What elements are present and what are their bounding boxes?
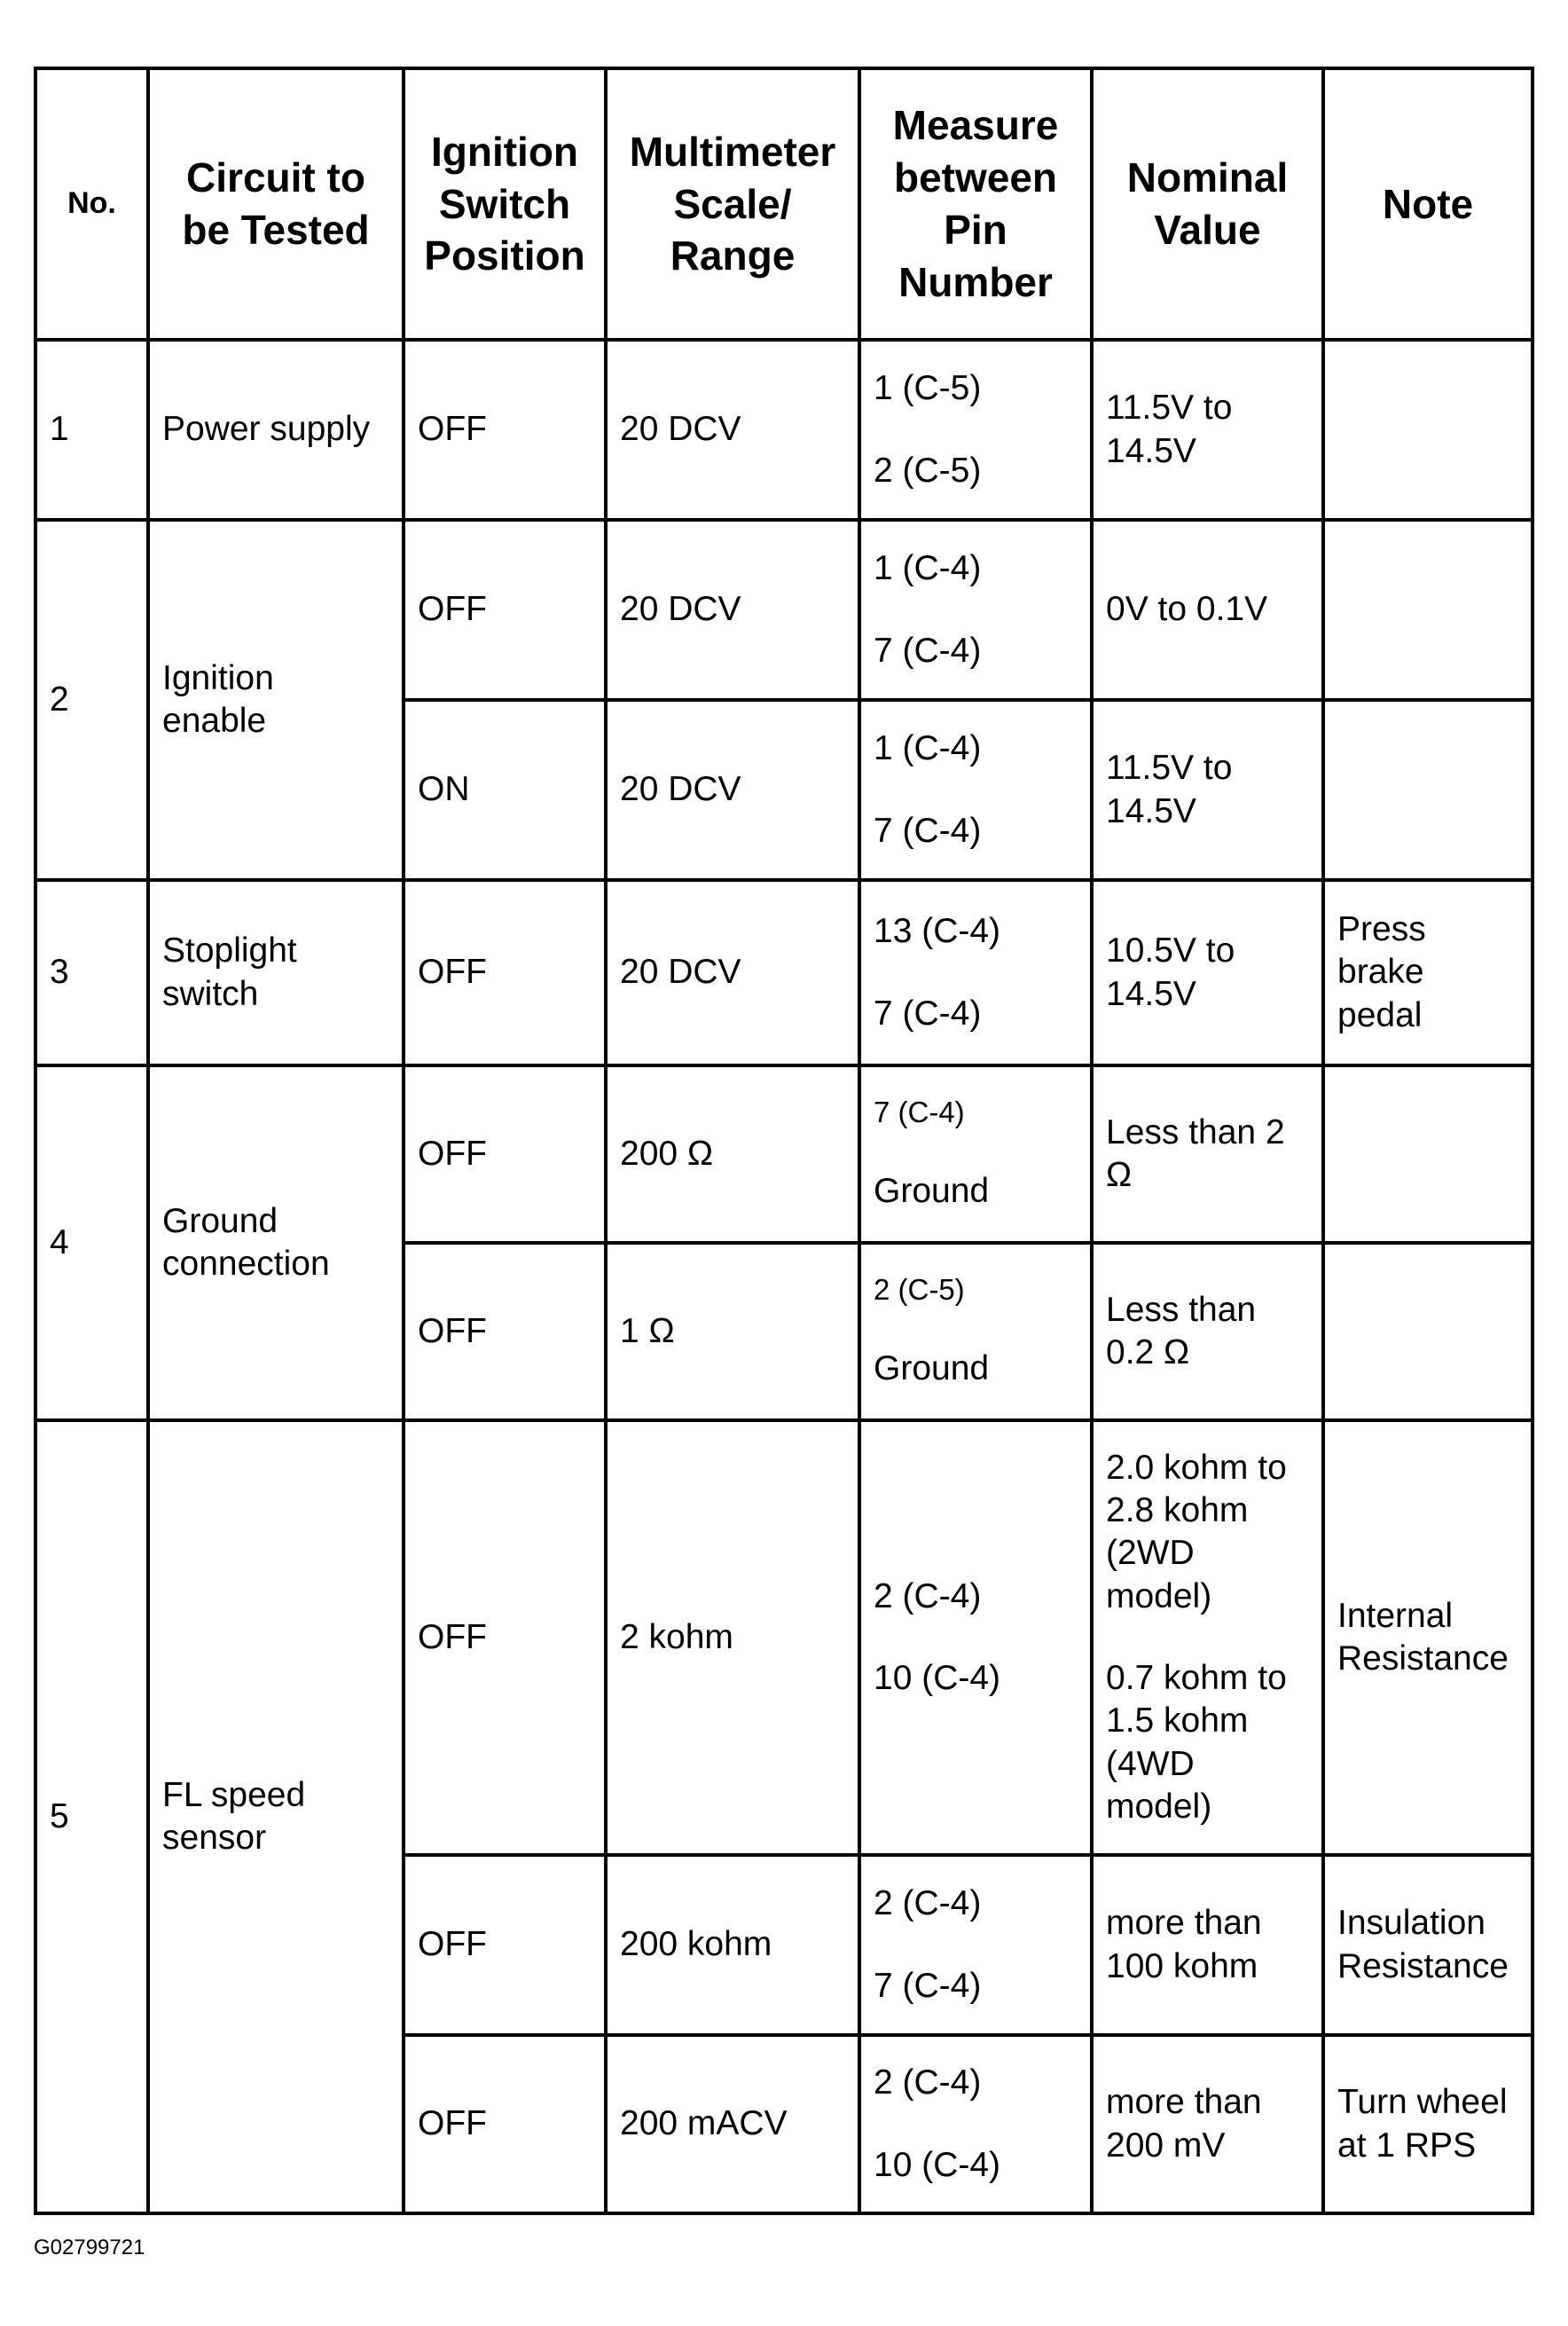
- circuit-name: Ignition enable: [148, 520, 404, 880]
- nominal-value: 2.0 kohm to 2.8 kohm (2WD model) 0.7 kohm to 1.5 kohm (4WD model): [1092, 1420, 1323, 1855]
- row-number: 1: [35, 340, 148, 520]
- nominal-value-alt: 0.7 kohm to 1.5 kohm (4WD model): [1106, 1659, 1287, 1827]
- nominal-value: Less than 0.2 Ω: [1092, 1243, 1323, 1420]
- row-number: 4: [35, 1065, 148, 1420]
- pin-pair: [859, 880, 1092, 1065]
- multimeter-scale: 20 DCV: [606, 520, 859, 700]
- pin-a: 1 (C-4): [874, 549, 982, 588]
- nominal-value: 11.5V to 14.5V: [1092, 700, 1323, 880]
- nominal-value: 11.5V to 14.5V: [1092, 340, 1323, 520]
- pin-a: 1 (C-4): [874, 729, 982, 768]
- ignition-position: OFF: [404, 1420, 606, 1855]
- table-row: [35, 520, 1533, 700]
- note: Press brake pedal: [1323, 880, 1533, 1065]
- header-measure: Measure between Pin Number: [859, 68, 1092, 340]
- multimeter-scale: 2 kohm: [606, 1420, 859, 1855]
- table-row: [35, 1065, 1533, 1243]
- multimeter-scale: 20 DCV: [606, 340, 859, 520]
- nominal-value: 0V to 0.1V: [1092, 520, 1323, 700]
- ignition-position: OFF: [404, 2035, 606, 2213]
- ignition-position: OFF: [404, 1855, 606, 2035]
- note: Internal Resistance: [1323, 1420, 1533, 1855]
- pin-pair: [859, 340, 1092, 520]
- table-row: [35, 340, 1533, 520]
- note: [1323, 1243, 1533, 1420]
- header-no: No.: [35, 68, 148, 340]
- note: [1323, 1065, 1533, 1243]
- pin-b: 10 (C-4): [874, 2145, 1001, 2184]
- multimeter-scale: 200 Ω: [606, 1065, 859, 1243]
- pin-a: 13 (C-4): [874, 912, 1001, 951]
- pin-a: 2 (C-5): [874, 1273, 965, 1307]
- test-table: [34, 67, 1534, 2215]
- multimeter-scale: 1 Ω: [606, 1243, 859, 1420]
- pin-pair: [859, 520, 1092, 700]
- ignition-position: OFF: [404, 1243, 606, 1420]
- ignition-position: OFF: [404, 880, 606, 1065]
- header-note: Note: [1323, 68, 1533, 340]
- pin-b: Ground: [874, 1349, 990, 1388]
- row-number: 3: [35, 880, 148, 1065]
- pin-a: 2 (C-4): [874, 1884, 982, 1923]
- table-row: [35, 1420, 1533, 1855]
- ignition-position: OFF: [404, 520, 606, 700]
- row-number: 2: [35, 520, 148, 880]
- table-row: [35, 880, 1533, 1065]
- multimeter-scale: 20 DCV: [606, 880, 859, 1065]
- pin-a: 2 (C-4): [874, 2063, 982, 2102]
- pin-pair: [859, 700, 1092, 880]
- header-ignition: Ignition Switch Position: [404, 68, 606, 340]
- ignition-position: ON: [404, 700, 606, 880]
- pin-pair: [859, 1420, 1092, 1855]
- pin-pair: [859, 1065, 1092, 1243]
- header-scale: Multimeter Scale/ Range: [606, 68, 859, 340]
- note: Turn wheel at 1 RPS: [1323, 2035, 1533, 2213]
- circuit-name: FL speed sensor: [148, 1420, 404, 2213]
- nominal-value: more than 100 kohm: [1092, 1855, 1323, 2035]
- note: Insulation Resistance: [1323, 1855, 1533, 2035]
- pin-b: 7 (C-4): [874, 631, 982, 670]
- header-nominal: Nominal Value: [1092, 68, 1323, 340]
- multimeter-scale: 200 kohm: [606, 1855, 859, 2035]
- note: [1323, 700, 1533, 880]
- pin-b: 7 (C-4): [874, 994, 982, 1033]
- multimeter-scale: 20 DCV: [606, 700, 859, 880]
- nominal-value: more than 200 mV: [1092, 2035, 1323, 2213]
- multimeter-scale: 200 mACV: [606, 2035, 859, 2213]
- pin-b: 7 (C-4): [874, 811, 982, 850]
- pin-pair: [859, 1855, 1092, 2035]
- circuit-name: Ground connection: [148, 1065, 404, 1420]
- ignition-position: OFF: [404, 1065, 606, 1243]
- pin-pair: [859, 2035, 1092, 2213]
- pin-b: 10 (C-4): [874, 1659, 1001, 1697]
- header-circuit: Circuit to be Tested: [148, 68, 404, 340]
- pin-b: 2 (C-5): [874, 451, 982, 490]
- pin-a: 1 (C-5): [874, 369, 982, 408]
- pin-pair: [859, 1243, 1092, 1420]
- pin-b: 7 (C-4): [874, 1966, 982, 2005]
- figure-id: G02799721: [34, 2236, 145, 2259]
- pin-a: 2 (C-4): [874, 1576, 982, 1615]
- nominal-value: Less than 2 Ω: [1092, 1065, 1323, 1243]
- header-row: [35, 68, 1533, 340]
- pin-a: 7 (C-4): [874, 1096, 965, 1129]
- circuit-name: Power supply: [148, 340, 404, 520]
- note: [1323, 520, 1533, 700]
- note: [1323, 340, 1533, 520]
- circuit-name: Stoplight switch: [148, 880, 404, 1065]
- pin-b: Ground: [874, 1172, 990, 1211]
- nominal-value: 10.5V to 14.5V: [1092, 880, 1323, 1065]
- row-number: 5: [35, 1420, 148, 2213]
- ignition-position: OFF: [404, 340, 606, 520]
